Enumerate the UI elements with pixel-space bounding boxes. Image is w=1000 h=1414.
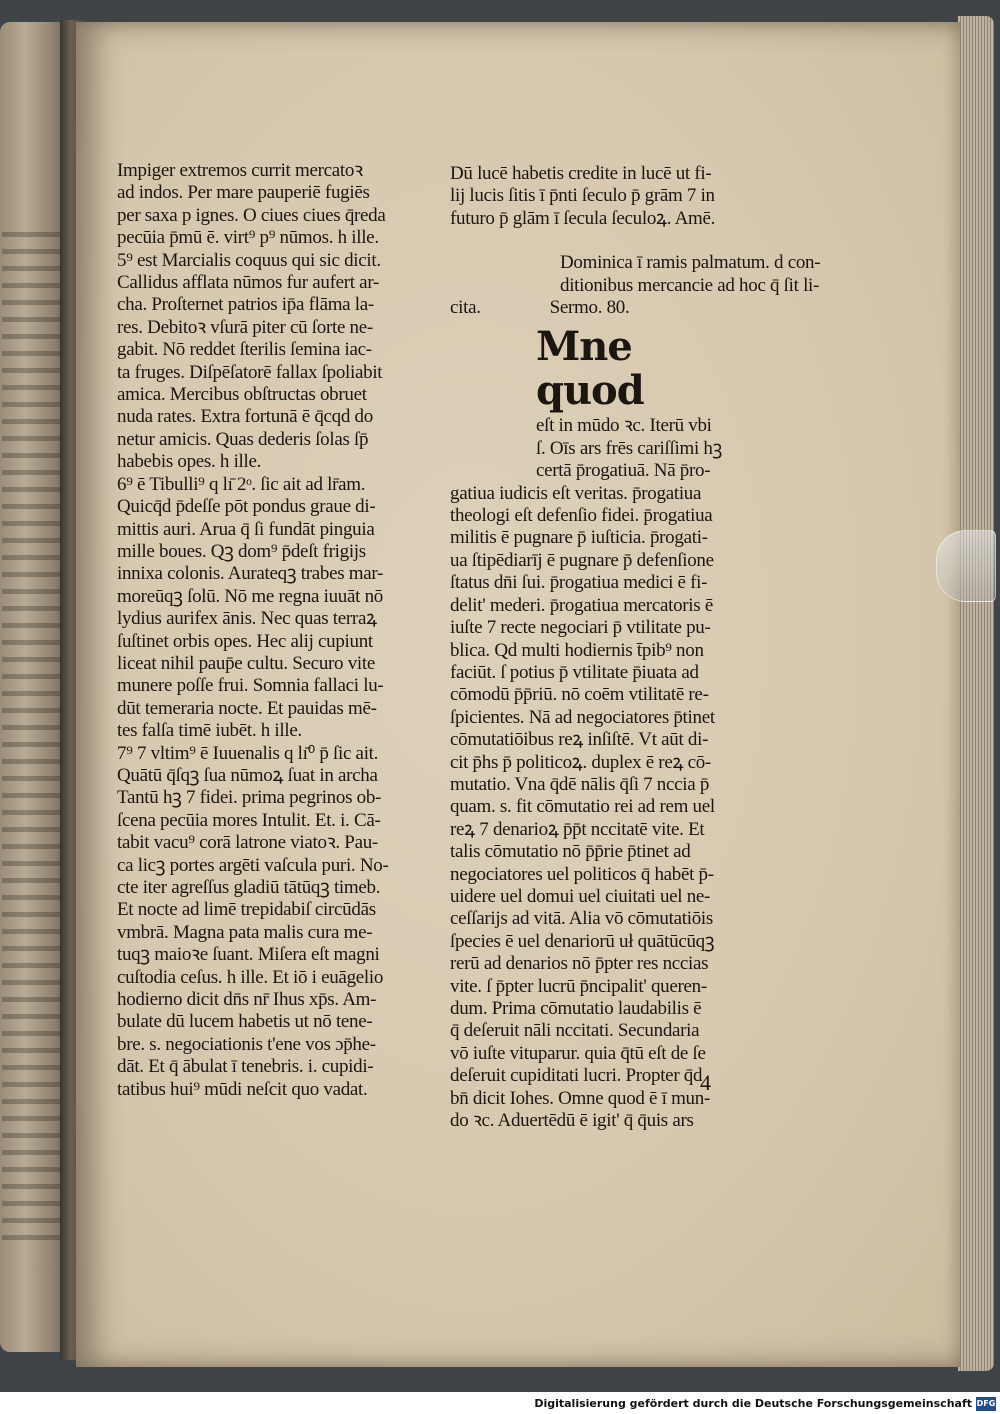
sermon-label: Sermo. 80. (549, 297, 630, 319)
text-line: ua ſtipēdiarīj ē pugnare p̄ defenſione (450, 549, 714, 571)
text-line: bn̄ dicit Iohes. Omne quod ē ī mun- (450, 1087, 710, 1109)
text-line: amica. Mercibus obſtructas obruet (117, 384, 367, 406)
text-line: ad indos. Per mare pauperiē fugiēs (117, 182, 370, 204)
text-line: tabit vacu⁹ corā latrone viatoꝛ. Pau- (117, 832, 378, 854)
footer-bar (0, 1392, 1000, 1414)
text-line: per saxa p ignes. O ciues ciues q̄reda (117, 204, 386, 226)
initial-capital-line: Mne quod (536, 323, 644, 415)
text-line: pecūia p̄mū ē. virt⁹ p⁹ nūmos. h ille. (117, 227, 379, 249)
text-line: bre. s. negociationis t'ene vos ɔp̄he- (117, 1033, 376, 1055)
text-line: ca licꝫ portes argēti vaſcula puri. No- (117, 854, 389, 876)
text-line: 5⁹ est Marcialis coquus qui sic dicit. (117, 249, 381, 271)
text-line: delit' mederi. p̄rogatiua mercatoris ē (450, 594, 713, 616)
text-line: 6⁹ ē Tibulli⁹ q lı̄ 2ᵒ. ſic ait ad lr̄am. (117, 473, 366, 495)
text-line: negociatores uel politicos q̄ habēt p̄- (450, 863, 714, 885)
text-line: munere poſſe frui. Somnia fallaci lu- (117, 675, 384, 697)
left-page-text-ghost (2, 232, 62, 1252)
page-edges (958, 16, 994, 1371)
text-line: ceſſarijs ad vitā. Alia vō cōmutatiōis (450, 908, 713, 930)
text-line: 7⁹ 7 vltim⁹ ē Iuuenalis q lı̄⁰ p̄ ſic ait. (117, 742, 379, 764)
text-line: nuda rates. Extra fortunā ē q̄cqd do (117, 406, 373, 428)
text-line: dāt. Et q̄ ābulat ī tenebris. i. cupidi- (117, 1056, 374, 1078)
text-line: ditionibus mercancie ad hoc q̄ ſit li- (560, 274, 820, 296)
text-line: cha. Proſternet patrios ip̄a flāma la- (117, 294, 374, 316)
text-line: mutatio. Vna q̄dē nālis q̄ſi 7 nccia p̄ (450, 773, 710, 795)
text-line: lij lucis ſitis ī p̄nti ſeculo p̄ grām 7 in (450, 185, 715, 207)
text-line: theologi eſt defenſio fidei. p̄rogatiua (450, 505, 713, 527)
text-line: Tantū hꝫ 7 fidei. prima pegrinos ob- (117, 787, 382, 809)
text-line: Dominica ī ramis palmatum. d con- (560, 252, 821, 274)
text-line: talis cōmutatio nō p̄p̄rie p̄tinet ad (450, 841, 691, 863)
text-line: futuro p̄ glām ī ſecula ſeculoꝝ. Amē. (450, 207, 716, 229)
text-line: iuſte 7 recte negociari p̄ vtilitate pu- (450, 617, 711, 639)
text-line: lydius aurifex ānis. Nec quas terraꝝ (117, 608, 377, 630)
text-line: faciūt. ſ potius p̄ vtilitate p̄iuata ad (450, 661, 699, 683)
text-line: Quātū q̄ſqꝫ ſua nūmoꝝ ſuat in archa (117, 764, 378, 786)
text-line: blica. Qd multi hodiernis t̄pib⁹ non (450, 639, 704, 661)
text-line: Quicq̄d p̄deſſe pōt pondus graue di- (117, 496, 376, 518)
dfg-logo: DFG (976, 1397, 996, 1411)
text-line: cte iter agreſſus gladiū tātūqꝫ timeb. (117, 877, 381, 898)
text-line: res. Debitoꝛ vſurā piter cū ſorte ne- (117, 316, 373, 338)
text-line: mittis auri. Arua q̄ ſi fundāt pinguia (117, 518, 375, 540)
text-line: innixa colonis. Aurateqꝫ trabes mar- (117, 563, 384, 585)
text-line: tes falſa timē iubēt. h ille. (117, 720, 302, 742)
text-line: cuſtodia ceſus. h ille. Et iō i euāgelio (117, 966, 384, 988)
text-line: ſpicientes. Nā ad negociatores p̄tinet (450, 706, 715, 728)
text-line: ſtatus dn̄i ſui. p̄rogatiua medici ē fi- (450, 572, 708, 594)
text-line: dūt temeraria nocte. Et pauidas mē- (117, 697, 377, 719)
text-line: cōmodū p̄p̄riū. nō coēm vtilitatē re- (450, 684, 709, 706)
text-line: militis ē pugnare p̄ iuſticia. p̄rogati- (450, 527, 708, 549)
heading-tail: cita. (450, 297, 481, 319)
text-line: liceat nihil paup̄e cultu. Securo vite (117, 652, 375, 674)
text-line: quam. s. fit cōmutatio rei ad rem uel (450, 796, 715, 818)
text-line: cōmutatiōibus reꝝ inſiſtē. Vt aūt di- (450, 729, 709, 751)
folio-number: 4 (700, 1070, 711, 1095)
text-line: uidere uel domui uel ciuitati uel ne- (450, 885, 711, 907)
text-line: vite. ſ p̄pter lucrū p̄ncipalit' queren- (450, 975, 707, 997)
text-line: ſpecies ē uel denariorū uł quātūcūqꝫ (450, 930, 715, 952)
text-line: mille boues. Qꝫ dom⁹ p̄deſt frigijs (117, 540, 366, 562)
text-line: bulate dū lucem habetis ut nō tene- (117, 1011, 373, 1033)
funding-credit: Digitalisierung gefördert durch die Deutsche Forschungsgemeinschaft (534, 1397, 972, 1410)
page-clip (936, 530, 996, 602)
text-line: ſ. Oīs ars frēs cariſſimi hꝫ (536, 437, 722, 459)
text-line: tuqꝫ maioꝛe ſuant. Miſera eſt magni (117, 944, 380, 966)
text-line: ſcena pecūia mores Intulit. Et. i. Cā- (117, 809, 381, 831)
text-line: vō iuſte vituparur. quia q̄tū eſt de ſe (450, 1042, 706, 1064)
text-line: eſt in mūdo ꝛc. Iterū vbi (536, 415, 712, 437)
text-line: do ꝛc. Aduertēdū ē igit' q̄ q̄uis ars (450, 1110, 694, 1132)
text-line: Et nocte ad limē trepidabiſ circūdās (117, 899, 376, 921)
text-line: certā p̄rogatiuā. Nā p̄ro- (536, 460, 711, 482)
text-line: q̄ deſeruit nāli nccitati. Secundaria (450, 1020, 700, 1042)
heading-last-line (450, 297, 740, 319)
text-line: Impiger extremos currit mercatoꝛ (117, 160, 363, 181)
text-line: cit p̄hs p̄ politicoꝝ. duplex ē reꝝ cō- (450, 751, 711, 773)
text-line: moreūqꝫ ſolū. Nō me regna iuuāt nō (117, 585, 383, 607)
text-line: ta fruges. Diſpēſatorē fallax ſpoliabit (117, 361, 383, 383)
text-line: vmbrā. Magna pata malis cura me- (117, 921, 373, 943)
text-line: dum. Prima cōmutatio laudabilis ē (450, 998, 702, 1019)
left-text-column (117, 160, 417, 1101)
text-line: gabit. Nō reddet ſterilis ſemina iac- (117, 339, 372, 361)
text-line: gatiua iudicis eſt veritas. p̄rogatiua (450, 482, 702, 504)
text-line: reꝝ 7 denarioꝝ p̄p̄t nccitatē vite. Et (450, 818, 705, 840)
text-line: Callidus afflata nūmos fur aufert ar- (117, 272, 379, 294)
text-line: ſuſtinet orbis opes. Hec alij cupiunt (117, 630, 373, 652)
text-line: netur amicis. Quas dederis ſolas ſp̄ (117, 428, 369, 450)
text-line: deſeruit cupiditati lucri. Propter q̄d (450, 1065, 703, 1087)
text-line: hodierno dicit dn̄s nr̄ Ihus xp̄s. Am- (117, 989, 377, 1011)
text-line: tatibus hui⁹ mūdi neſcit quo vadat. (117, 1078, 368, 1100)
text-line: Dū lucē habetis credite in lucē ut fi- (450, 163, 712, 184)
right-text-column (450, 163, 821, 1132)
text-line: rerū ad denarios nō p̄pter res nccias (450, 953, 709, 975)
text-line: habebis opes. h ille. (117, 451, 262, 473)
